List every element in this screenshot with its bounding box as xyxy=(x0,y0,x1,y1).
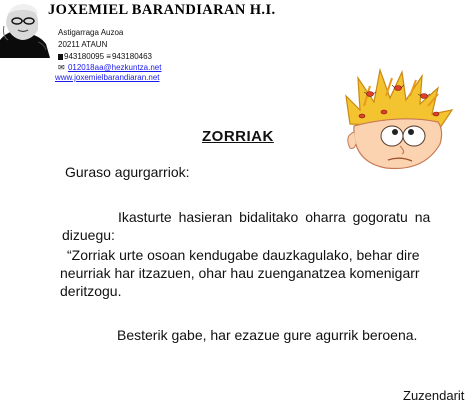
website-link[interactable]: www.joxemielbarandiaran.net xyxy=(55,73,160,82)
letter-body-line: deritzogu. xyxy=(60,283,122,299)
website-line xyxy=(55,73,160,83)
fax-number: 943180463 xyxy=(111,52,152,61)
school-name: JOXEMIEL BARANDIARAN H.I. xyxy=(48,2,276,18)
address-town: 20211 ATAUN xyxy=(58,40,108,49)
phone-line xyxy=(58,52,152,62)
priest-portrait-icon xyxy=(0,0,50,58)
letter-body-line: neurriak har itzazuen, ohar hau zuenganatzea komenigarr xyxy=(60,265,420,281)
letter-title: ZORRIAK xyxy=(202,128,274,145)
phone-number: 943180095 xyxy=(64,52,105,61)
letter-body-line: Ikasturte hasieran bidalitako oharra gogoratu na xyxy=(118,209,431,225)
letter-body-line: dizuegu: xyxy=(62,227,115,243)
child-with-lice-icon xyxy=(340,66,458,174)
telephone-icon xyxy=(58,54,63,60)
fax-icon: ≡ xyxy=(106,52,111,61)
email-link[interactable]: 012018aa@hezkuntza.net xyxy=(67,63,162,72)
letter-body-line: “Zorriak urte osoan kendugabe dauzkagulako, behar dire xyxy=(67,247,420,263)
letter-signature: Zuzendarit xyxy=(403,388,465,403)
address-street: Astigarraga Auzoa xyxy=(58,28,124,37)
email-line xyxy=(58,63,161,73)
letter-greeting: Guraso agurgarriok: xyxy=(65,164,190,180)
envelope-icon: ✉ xyxy=(58,63,65,72)
letter-closing: Besterik gabe, har ezazue gure agurrik beroena. xyxy=(117,327,418,343)
